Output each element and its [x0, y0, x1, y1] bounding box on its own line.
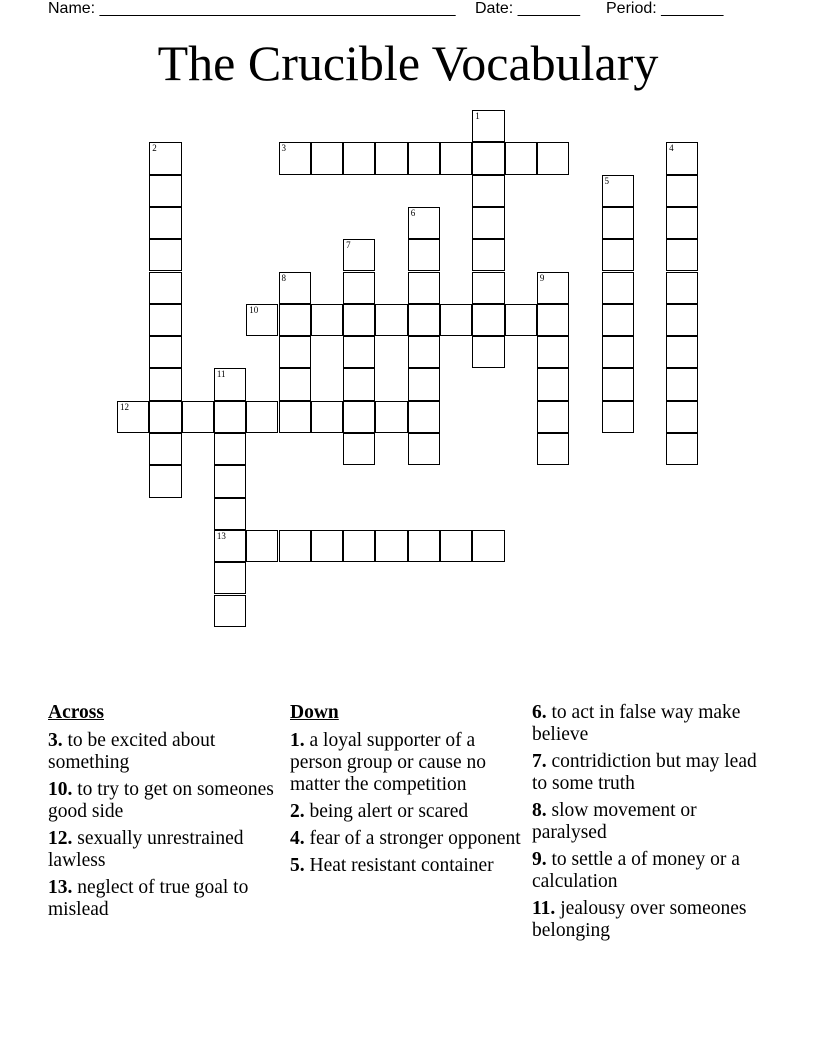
crossword-cell[interactable]	[279, 368, 311, 400]
clue-item-text: being alert or scared	[309, 801, 469, 822]
crossword-cell[interactable]	[343, 239, 375, 271]
crossword-cell[interactable]	[311, 142, 343, 174]
clue-number: 9	[539, 272, 545, 283]
down-heading: Down	[290, 702, 339, 723]
crossword-cell[interactable]	[214, 368, 246, 400]
clue-item-number: 3.	[48, 730, 63, 751]
crossword-cell[interactable]	[246, 530, 278, 562]
down-clues-continued	[532, 702, 762, 947]
period-label: Period:	[606, 0, 657, 17]
crossword-cell[interactable]	[440, 530, 472, 562]
crossword-cell[interactable]	[408, 142, 440, 174]
crossword-cell[interactable]	[149, 336, 181, 368]
clue-item-number: 7.	[532, 751, 547, 772]
crossword-cell[interactable]	[311, 304, 343, 336]
date-label: Date:	[475, 0, 514, 17]
crossword-cell[interactable]	[214, 530, 246, 562]
name-line[interactable]	[48, 0, 456, 18]
crossword-cell[interactable]	[602, 207, 634, 239]
clue-item	[48, 828, 278, 872]
crossword-cell[interactable]	[408, 401, 440, 433]
clue-item	[532, 898, 762, 942]
crossword-cell[interactable]	[343, 272, 375, 304]
clue-item	[290, 730, 530, 796]
crossword-cell[interactable]	[149, 368, 181, 400]
crossword-cell[interactable]	[472, 142, 504, 174]
crossword-cell[interactable]	[408, 239, 440, 271]
date-blank[interactable]: _______	[517, 0, 580, 17]
crossword-cell[interactable]	[343, 336, 375, 368]
crossword-cell[interactable]	[246, 304, 278, 336]
crossword-cell[interactable]	[149, 401, 181, 433]
clue-number: 13	[216, 530, 226, 541]
clue-item	[290, 828, 530, 850]
clue-item-number: 9.	[532, 849, 547, 870]
name-blank[interactable]: ________________________________________	[99, 0, 456, 17]
crossword-cell[interactable]	[602, 272, 634, 304]
clue-item	[290, 801, 530, 823]
clue-item	[532, 800, 762, 844]
crossword-cell[interactable]	[408, 433, 440, 465]
clue-item-text: Heat resistant container	[309, 855, 494, 876]
clue-number: 2	[152, 143, 157, 154]
clue-item-text: a loyal supporter of a person group or cause no matter the competition	[290, 730, 487, 795]
clue-number: 12	[120, 401, 129, 412]
crossword-cell[interactable]	[666, 207, 698, 239]
crossword-cell[interactable]	[311, 530, 343, 562]
crossword-cell[interactable]	[440, 142, 472, 174]
crossword-cell[interactable]	[472, 110, 504, 142]
clue-item-number: 13.	[48, 877, 73, 898]
clue-item-text: contridiction but may lead to some truth	[532, 751, 757, 794]
clue-item-text: neglect of true goal to mislead	[48, 877, 249, 920]
clue-item-number: 8.	[532, 800, 547, 821]
crossword-cell[interactable]	[666, 401, 698, 433]
crossword-cell[interactable]	[375, 530, 407, 562]
crossword-cell[interactable]	[666, 142, 698, 174]
crossword-cell[interactable]	[246, 401, 278, 433]
crossword-cell[interactable]	[408, 207, 440, 239]
down-clues	[290, 702, 530, 882]
crossword-cell[interactable]	[117, 401, 149, 433]
clue-item-number: 6.	[532, 702, 547, 723]
clue-number: 5	[604, 175, 609, 186]
crossword-cell[interactable]	[537, 368, 569, 400]
header	[48, 0, 788, 20]
across-list	[48, 730, 278, 921]
crossword-cell[interactable]	[408, 304, 440, 336]
crossword-cell[interactable]	[472, 530, 504, 562]
crossword-cell[interactable]	[537, 304, 569, 336]
clue-item-number: 11.	[532, 898, 556, 919]
crossword-cell[interactable]	[666, 304, 698, 336]
clue-item	[532, 751, 762, 795]
across-clues	[48, 702, 278, 926]
crossword-cell[interactable]	[182, 401, 214, 433]
clue-item	[48, 877, 278, 921]
clue-item-text: sexually unrestrained lawless	[48, 828, 244, 871]
clue-number: 7	[346, 240, 351, 251]
crossword-cell[interactable]	[343, 142, 375, 174]
crossword-cell[interactable]	[537, 433, 569, 465]
crossword-cell[interactable]	[149, 465, 181, 497]
clue-item-text: to be excited about something	[48, 730, 216, 773]
crossword-cell[interactable]	[505, 304, 537, 336]
crossword-cell[interactable]	[214, 465, 246, 497]
clue-item-text: to try to get on someones good side	[48, 779, 274, 822]
crossword-cell[interactable]	[602, 175, 634, 207]
crossword-cell[interactable]	[214, 498, 246, 530]
clue-item-text: jealousy over someones belonging	[532, 898, 747, 941]
crossword-cell[interactable]	[537, 272, 569, 304]
across-heading: Across	[48, 702, 104, 723]
crossword-cell[interactable]	[408, 336, 440, 368]
crossword-cell[interactable]	[149, 433, 181, 465]
clue-item-text: slow movement or paralysed	[532, 800, 697, 843]
crossword-cell[interactable]	[343, 433, 375, 465]
crossword-cell[interactable]	[602, 401, 634, 433]
crossword-cell[interactable]	[666, 368, 698, 400]
crossword-cell[interactable]	[666, 433, 698, 465]
crossword-cell[interactable]	[375, 142, 407, 174]
crossword-cell[interactable]	[214, 401, 246, 433]
crossword-cell[interactable]	[149, 175, 181, 207]
crossword-cell[interactable]	[343, 304, 375, 336]
clue-number: 6	[410, 207, 416, 218]
crossword-cell[interactable]	[472, 239, 504, 271]
crossword-cell[interactable]	[149, 142, 181, 174]
crossword-cell[interactable]	[214, 562, 246, 594]
crossword-cell[interactable]	[472, 304, 504, 336]
clue-item	[290, 855, 530, 877]
crossword-cell[interactable]	[602, 239, 634, 271]
crossword-cell[interactable]	[537, 336, 569, 368]
clue-item-text: fear of a stronger opponent	[309, 828, 521, 849]
crossword-cell[interactable]	[602, 336, 634, 368]
clue-item	[532, 849, 762, 893]
clue-item	[48, 779, 278, 823]
crossword-cell[interactable]	[311, 401, 343, 433]
clue-number: 8	[281, 272, 286, 283]
crossword-cell[interactable]	[279, 530, 311, 562]
crossword-cell[interactable]	[472, 175, 504, 207]
crossword-cell[interactable]	[505, 142, 537, 174]
crossword-cell[interactable]	[440, 304, 472, 336]
crossword-cell[interactable]	[279, 142, 311, 174]
crossword-cell[interactable]	[343, 368, 375, 400]
crossword-cell[interactable]	[537, 142, 569, 174]
down-list-continued	[532, 702, 762, 942]
clue-number: 4	[669, 143, 674, 154]
crossword-cell[interactable]	[666, 175, 698, 207]
crossword-cell[interactable]	[279, 304, 311, 336]
clue-item-text: to act in false way make believe	[532, 702, 741, 745]
crossword-cell[interactable]	[666, 336, 698, 368]
clue-number: 10	[249, 304, 259, 315]
crossword-cell[interactable]	[375, 304, 407, 336]
page-title: The Crucible Vocabulary	[157, 35, 659, 91]
date-line[interactable]	[475, 0, 580, 18]
crossword-cell[interactable]	[537, 401, 569, 433]
crossword-cell[interactable]	[279, 272, 311, 304]
crossword-cell[interactable]	[408, 530, 440, 562]
crossword-cell[interactable]	[472, 207, 504, 239]
crossword-cell[interactable]	[472, 272, 504, 304]
crossword-cell[interactable]	[279, 401, 311, 433]
crossword-cell[interactable]	[602, 368, 634, 400]
clue-item-number: 4.	[290, 828, 305, 849]
clue-item-number: 1.	[290, 730, 305, 751]
crossword-cell[interactable]	[408, 272, 440, 304]
crossword-cell[interactable]	[375, 401, 407, 433]
clue-item-number: 10.	[48, 779, 73, 800]
period-blank[interactable]: _______	[661, 0, 724, 17]
period-line[interactable]	[606, 0, 723, 18]
crossword-cell[interactable]	[408, 368, 440, 400]
crossword-cell[interactable]	[666, 239, 698, 271]
crossword-cell[interactable]	[149, 304, 181, 336]
clue-item	[532, 702, 762, 746]
clue-item	[48, 730, 278, 774]
down-list	[290, 730, 530, 877]
clue-number: 1	[475, 111, 480, 121]
crossword-cell[interactable]	[149, 272, 181, 304]
clue-number: 3	[281, 143, 286, 154]
crossword-cell[interactable]	[343, 530, 375, 562]
crossword-cell[interactable]	[214, 433, 246, 465]
clue-item-number: 2.	[290, 801, 305, 822]
crossword-cell[interactable]	[214, 595, 246, 627]
crossword-cell[interactable]	[472, 336, 504, 368]
crossword-cell[interactable]	[602, 304, 634, 336]
crossword-cell[interactable]	[149, 239, 181, 271]
clue-item-number: 12.	[48, 828, 73, 849]
clue-item-text: to settle a of money or a calculation	[532, 849, 740, 892]
crossword-cell[interactable]	[149, 207, 181, 239]
crossword-cell[interactable]	[279, 336, 311, 368]
clue-number: 11	[216, 369, 226, 380]
crossword-cell[interactable]	[343, 401, 375, 433]
name-label: Name:	[48, 0, 96, 17]
clue-item-number: 5.	[290, 855, 305, 876]
crossword-cell[interactable]	[666, 272, 698, 304]
